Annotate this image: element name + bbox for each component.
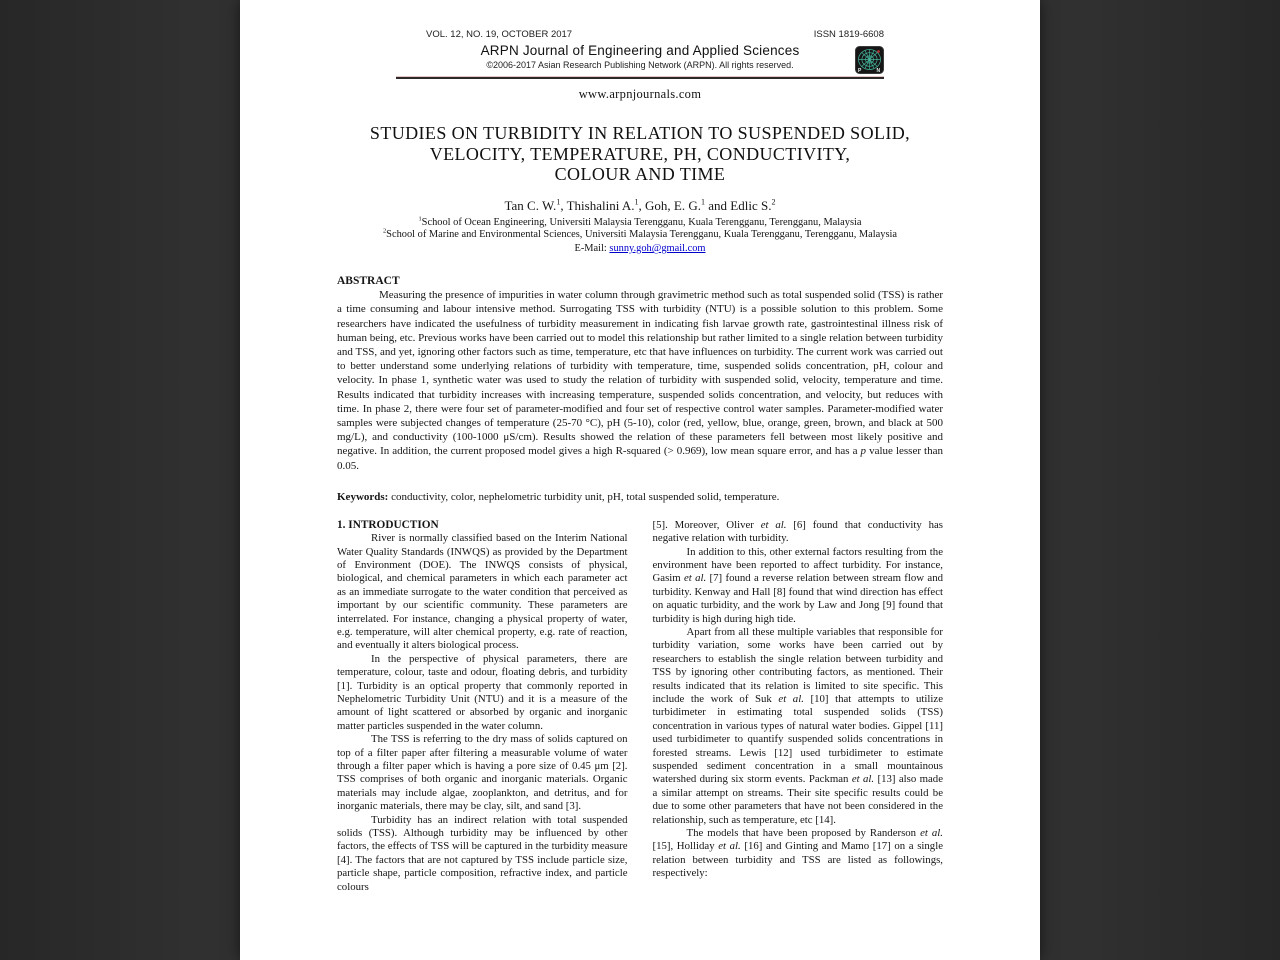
paragraph: [5]. Moreover, Oliver et al. [6] found that conductivity has negative relation with turbidity. xyxy=(652,518,943,545)
svg-text:P: P xyxy=(858,68,862,74)
title-line-1: STUDIES ON TURBIDITY IN RELATION TO SUSPENDED SOLID, xyxy=(369,123,911,143)
paragraph: The TSS is referring to the dry mass of solids captured on top of a filter paper after filtering a measurable volume of water through a filter paper which is having a pore size of 0.45 μm [2]. TSS comprises of both organic and inorganic materials. Organic materials may include algae, zooplankton, and detritus, and for inorganic materials, there may be clay, silt, and sand [3]. xyxy=(337,733,628,813)
arpn-globe-logo-icon xyxy=(855,46,884,74)
journal-website: www.arpnjournals.com xyxy=(578,87,702,101)
page-content xyxy=(337,275,943,894)
journal-name: ARPN Journal of Engineering and Applied Sciences xyxy=(480,43,800,58)
two-column-body xyxy=(337,519,943,894)
volume-issue-label: VOL. 12, NO. 19, OCTOBER 2017 xyxy=(426,29,573,40)
journal-header xyxy=(396,0,884,79)
section-heading-introduction: 1. INTRODUCTION xyxy=(337,518,439,531)
affiliation-1: $^1$School of Ocean Engineering, Universiti Malaysia Terengganu, Kuala Terengganu, Terengganu, Malaysia xyxy=(418,215,862,228)
abstract-heading: ABSTRACT xyxy=(337,275,400,288)
svg-text:N: N xyxy=(876,68,881,74)
left-column xyxy=(337,519,628,894)
paragraph: Apart from all these multiple variables that responsible for turbidity variation, some works have been carried out by researchers to establish the single relation between turbidity and TSS by ignoring other contributing factors, as mentioned. Their results indicated that its relation is limited to site specific. This include the work of Suk et al. [10] that attempts to utilize turbidimeter in estimating total suspended solids (TSS) concentration in various types of natural water bodies. Gippel [11] used turbidimeter to quantify suspended solids concentrations in forested streams. Lewis [12] used turbidimeter to estimate suspended sediment concentration in a small mountainous watershed during six storm events. Packman et al. [13] also made a similar attempt on streams. Their site specific results could be due to some other parameters that have not been considered in the relationship, such as temperature, etc [14]. xyxy=(652,625,944,826)
copyright-line: ©2006-2017 Asian Research Publishing Network (ARPN). All rights reserved. xyxy=(486,60,794,70)
paragraph: The models that have been proposed by Randerson et al. [15], Holliday et al. [16] and Ginting and Mamo [17] on a single relation between turbidity and TSS are listed as followings, respectively: xyxy=(652,827,944,880)
header-divider xyxy=(396,76,884,79)
email-line[interactable]: E-Mail: sunny.goh@gmail.com xyxy=(574,243,706,255)
title-line-3: COLOUR AND TIME xyxy=(554,164,726,184)
authors-line: Tan C. W.$^1$, Thishalini A.$^1$, Goh, E. G.$^1$ and Edlic S.$^2$ xyxy=(504,197,776,213)
paragraph: In addition to this, other external factors resulting from the environment have been reported to affect turbidity. For instance, Gasim et al. [7] found a reverse relation between stream flow and turbidity. Kenway and Hall [8] found that wind direction has effect on aquatic turbidity, and the work by Law and Jong [9] found that turbidity is high during high tide. xyxy=(652,545,943,625)
paper-title xyxy=(240,123,1040,185)
paragraph: River is normally classified based on the Interim National Water Quality Standards (INWQS) as provided by the Department of Environment (DOE). The INWQS consists of physical, biological, and chemical parameters in which each parameter act as an immediate surrogate to the water condition that perceived as important by our scientific community. These parameters are interrelated. For instance, changing a physical property of water, e.g. temperature, will alter chemical property, e.g. rate of reaction, and eventually it alters biological process. xyxy=(337,532,628,652)
issn-label: ISSN 1819-6608 xyxy=(813,29,884,40)
title-line-2: VELOCITY, TEMPERATURE, PH, CONDUCTIVITY, xyxy=(429,143,851,164)
affiliation-2: $^2$School of Marine and Environmental Sciences, Universiti Malaysia Terengganu, Kuala Terengganu, Terengganu, Malaysia xyxy=(382,227,898,241)
paragraph: In the perspective of physical parameters, there are temperature, colour, taste and odour, floating debris, and turbidity [1]. Turbidity is an optical property that commonly reported in Nephelometric Turbidity Unit (NTU) and it is a measure of the amount of light scattered or absorbed by organic and inorganic matter particles suspended in the water column. xyxy=(337,652,628,732)
journal-page xyxy=(240,0,1040,960)
header-meta-row xyxy=(396,29,884,40)
abstract-paragraph: Measuring the presence of impurities in water column through gravimetric method such as total suspended solid (TSS) is rather a time consuming and labour intensive method. Surrogating TSS with turbidity (NTU) is a possible solution to this problem. Some researchers have indicated the usefulness of turbidity measurement in indicating fish larvae growth rate, gastrointestinal illness risk of human being, etc. Previous works have been carried out to model this relationship but rather limited to a single relation between turbidity and TSS, and yet, ignoring other factors such as time, temperature, etc that have influences on turbidity. The current work was carried out to better understand some underlying relations of turbidity with temperature, time, suspended solids concentration, pH, colour and velocity. In phase 1, synthetic water was used to study the relation of turbidity with suspended solid, velocity, temperature and time. Results indicated that turbidity increases with increasing temperature, suspended solids concentration, and velocity, but reduces with time. In phase 2, there were four set of parameter-modified and four set of respective control water samples. Parameter-modified water samples were subjected changes of temperature (25-70 °C), pH (5-10), color (red, yellow, blue, orange, green, brown, and black at 500 mg/L), and conductivity (100-1000 μS/cm). Results showed the relation of these parameters fell between most likely positive and negative. In addition, the current proposed model gives a high R-squared (> 0.969), low mean square error, and has a p value lesser than 0.05. xyxy=(337,289,943,472)
paragraph: Turbidity has an indirect relation with total suspended solids (TSS). Although turbidity may be influenced by other factors, the effects of TSS will be captured in the turbidity measure [4]. The factors that are not captured by TSS include particle size, particle shape, particle composition, refractive index, and particle colours xyxy=(337,813,628,893)
keywords-line: Keywords: conductivity, color, nephelometric turbidity unit, pH, total suspended solid, temperature. xyxy=(337,490,780,503)
right-column xyxy=(653,519,944,894)
